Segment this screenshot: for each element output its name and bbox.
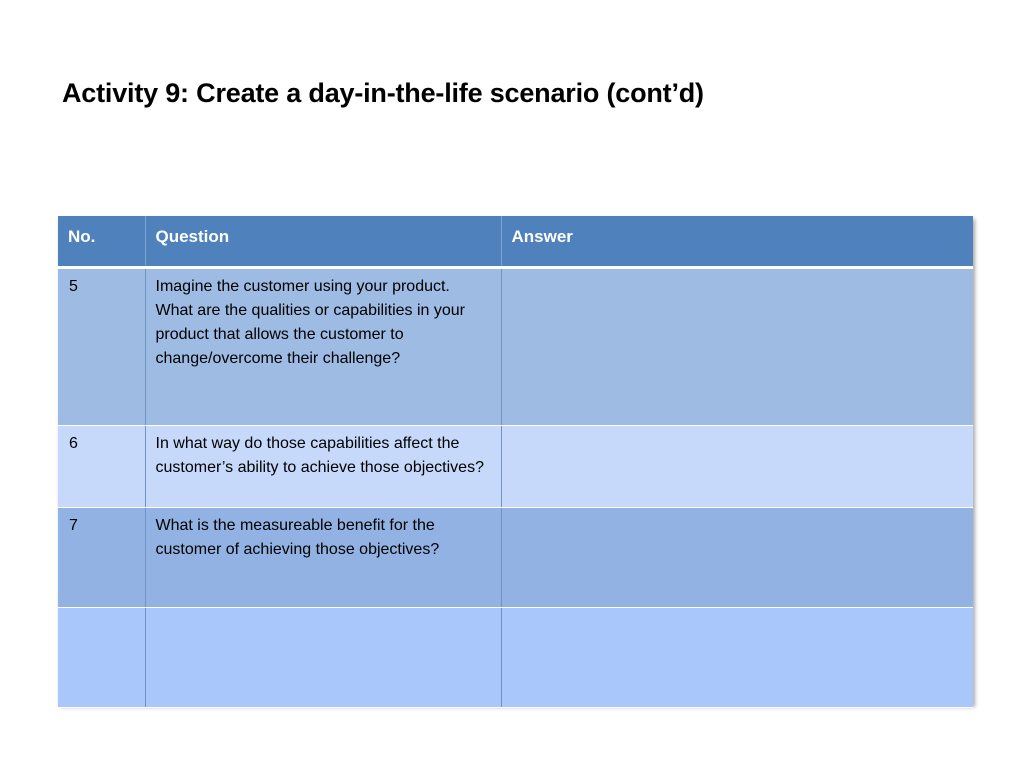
question-cell: Imagine the customer using your product. What are the qualities or capabilities in your product that allows the customer to change/overcome their challenge? <box>145 268 501 426</box>
question-cell <box>145 608 501 708</box>
row-number-cell: 5 <box>58 268 145 426</box>
question-cell: What is the measureable benefit for the customer of achieving those objectives? <box>145 508 501 608</box>
table-row <box>58 508 973 608</box>
answer-cell[interactable] <box>501 268 973 426</box>
question-cell: In what way do those capabilities affect the customer’s ability to achieve those objectives? <box>145 426 501 508</box>
answer-cell[interactable] <box>501 426 973 508</box>
header-question: Question <box>145 216 501 268</box>
row-number-cell: 6 <box>58 426 145 508</box>
table-row <box>58 426 973 508</box>
table-header-row <box>58 216 973 268</box>
table-row <box>58 608 973 708</box>
header-no: No. <box>58 216 145 268</box>
answer-cell[interactable] <box>501 508 973 608</box>
slide-title: Activity 9: Create a day-in-the-life scenario (cont’d) <box>62 78 704 108</box>
table-row <box>58 268 973 426</box>
answer-cell[interactable] <box>501 608 973 708</box>
row-number-cell: 7 <box>58 508 145 608</box>
qa-table-container <box>58 216 973 704</box>
row-number-cell <box>58 608 145 708</box>
qa-table <box>58 216 973 708</box>
header-answer: Answer <box>501 216 973 268</box>
